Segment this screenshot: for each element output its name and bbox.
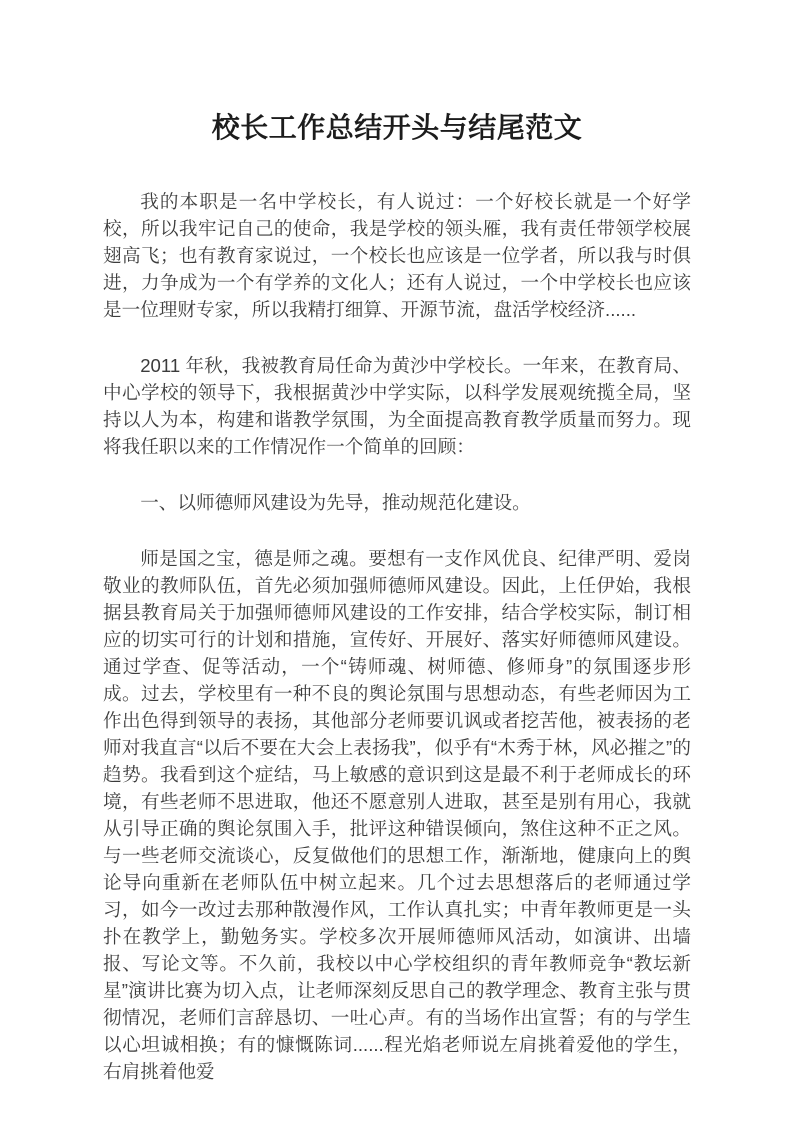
section-heading-1: 一、以师德师风建设为先导，推动规范化建设。 bbox=[140, 492, 531, 513]
paragraph-appointment: 2011 年秋，我被教育局任命为黄沙中学校长。一年来，在教育局、中心学校的领导下，我根据黄沙中学实际，以科学发展观统揽全局，坚持以人为本，构建和谐教学氛围，为全面提高教育教学质量而努力。现将我任职以来的工作情况作一个简单的回顾： bbox=[103, 355, 691, 457]
document-title: 校长工作总结开头与结尾范文 bbox=[211, 112, 583, 143]
paragraph-intro: 我的本职是一名中学校长，有人说过：一个好校长就是一个好学校，所以我牢记自己的使命，我是学校的领头雁，我有责任带领学校展翅高飞；也有教育家说过，一个校长也应该是一位学者，所以我与时俱进，力争成为一个有学养的文化人；还有人说过，一个中学校长也应该是一位理财专家，所以我精打细算、开源节流，盘活学校经济...... bbox=[103, 191, 691, 320]
paragraph-section1-body: 师是国之宝，德是师之魂。要想有一支作风优良、纪律严明、爱岗敬业的教师队伍，首先必须加强师德师风建设。因此，上任伊始，我根据县教育局关于加强师德师风建设的工作安排，结合学校实际，制订相应的切实可行的计划和措施，宣传好、开展好、落实好师德师风建设。通过学查、促等活动，一个“铸师魂、树师德、修师身”的氛围逐步形成。过去，学校里有一种不良的舆论氛围与思想动态，有些老师因为工作出色得到领导的表扬，其他部分老师要讥讽或者挖苦他，被表扬的老师对我直言“以后不要在大会上表扬我”，似乎有“木秀于林，风必摧之”的趋势。我看到这个症结，马上敏感的意识到这是最不利于老师成长的环境，有些老师不思进取，他还不愿意别人进取，甚至是别有用心，我就从引导正确的舆论氛围入手，批评这种错误倾向，煞住这种不正之风。与一些老师交流谈心，反复做他们的思想工作，渐渐地，健康向上的舆论导向重新在老师队伍中树立起来。几个过去思想落后的老师通过学习，如今一改过去那种散漫作风，工作认真扎实；中青年教师更是一头扑在教学上，勤勉务实。学校多次开展师德师风活动，如演讲、出墙报、写论文等。不久前，我校以中心学校组织的青年教师竞争“教坛新星”演讲比赛为切入点，让老师深刻反思自己的教学理念、教育主张与贯彻情况，老师们言辞恳切、一吐心声。有的当场作出宣誓；有的与学生以心坦诚相换；有的慷慨陈词......程光焰老师说左肩挑着爱他的学生，右肩挑着他爱 bbox=[103, 548, 691, 1082]
